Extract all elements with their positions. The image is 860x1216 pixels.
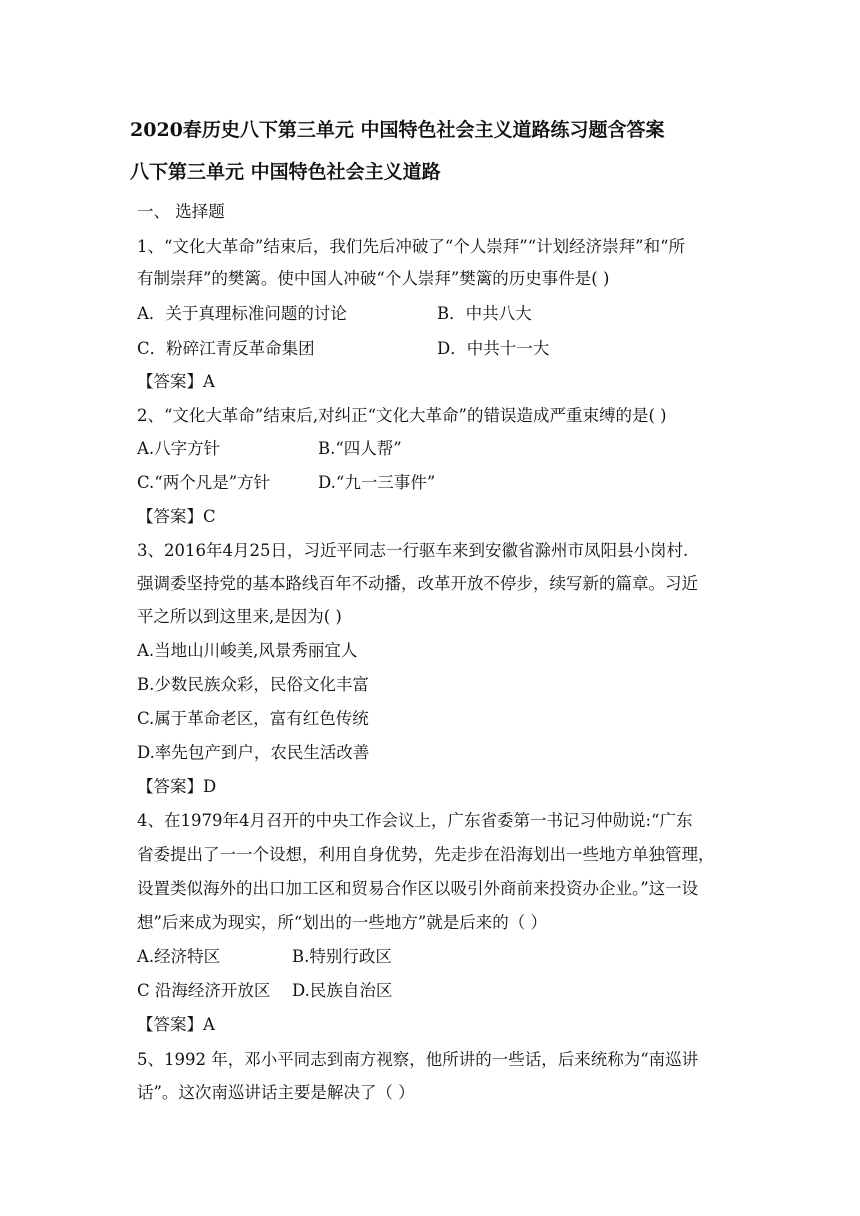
option-b: B．中共八大 bbox=[437, 304, 532, 323]
option-c: C 沿海经济开放区 bbox=[137, 981, 271, 1000]
option-a: A．关于真理标准问题的讨论 bbox=[137, 304, 347, 323]
option-d: D．中共十一大 bbox=[437, 339, 550, 358]
option-d: D.“九一三事件” bbox=[318, 473, 436, 492]
answer-line: 【答案】D bbox=[137, 777, 217, 796]
option-a: A.经济特区 bbox=[137, 947, 221, 966]
document-title: 2020春历史八下第三单元 中国特色社会主义道路练习题含答案 bbox=[130, 119, 665, 141]
option-b: B.“四人帮” bbox=[318, 439, 402, 458]
answer-line: 【答案】C bbox=[137, 507, 216, 526]
option-b: B.少数民族众彩，民俗文化丰富 bbox=[137, 675, 369, 694]
question-stem-line: 3、2016年4月25日，习近平同志一行驱车来到安徽省滁州市凤阳县小岗村. bbox=[137, 541, 689, 560]
question-stem-line: 强调委坚持党的基本路线百年不动播，改革开放不停步，续写新的篇章。习近 bbox=[137, 574, 698, 593]
option-c: C.属于革命老区，富有红色传统 bbox=[137, 709, 369, 728]
section-heading: 一、 选择题 bbox=[137, 202, 225, 221]
option-c: C.“两个凡是”方针 bbox=[137, 473, 271, 492]
question-stem-line: 2、“文化大革命”结束后,对纠正“文化大革命”的错误造成严重束缚的是( ) bbox=[137, 406, 667, 425]
question-stem-line: 4、在1979年4月召开的中央工作会议上，广东省委第一书记习仲勋说:“广东 bbox=[137, 811, 693, 830]
answer-line: 【答案】A bbox=[137, 1015, 215, 1034]
unit-heading: 八下第三单元 中国特色社会主义道路 bbox=[130, 161, 441, 183]
question-stem-line: 平之所以到这里来,是因为( ) bbox=[137, 607, 342, 626]
option-b: B.特别行政区 bbox=[292, 947, 392, 966]
option-a: A.当地山川峻美,风景秀丽宜人 bbox=[137, 641, 358, 660]
question-stem-line: 省委提出了一一个设想，利用自身优势，先走步在沿海划出一些地方单独管理， bbox=[137, 845, 715, 864]
question-stem-line: 5、1992 年，邓小平同志到南方视察，他所讲的一些话，后来统称为“南巡讲 bbox=[137, 1050, 699, 1069]
question-stem-line: 设置类似海外的出口加工区和贸易合作区以吸引外商前来投资办企业。”这一设 bbox=[137, 879, 699, 898]
option-c: C．粉碎江青反革命集团 bbox=[137, 339, 315, 358]
question-stem-line: 1、“文化大革命”结束后，我们先后冲破了“个人崇拜”“计划经济崇拜”和“所 bbox=[137, 237, 686, 256]
question-stem-line: 有制崇拜”的樊篱。使中国人冲破“个人崇拜”樊篱的历史事件是( ) bbox=[137, 269, 610, 288]
answer-line: 【答案】A bbox=[137, 372, 215, 391]
question-stem-line: 想”后来成为现实，所“划出的一些地方”就是后来的（ ） bbox=[137, 913, 548, 932]
question-stem-line: 话”。这次南巡讲话主要是解决了（ ） bbox=[137, 1083, 415, 1102]
option-d: D.民族自治区 bbox=[292, 981, 393, 1000]
option-d: D.率先包产到户，农民生活改善 bbox=[137, 743, 370, 762]
option-a: A.八字方针 bbox=[137, 439, 221, 458]
